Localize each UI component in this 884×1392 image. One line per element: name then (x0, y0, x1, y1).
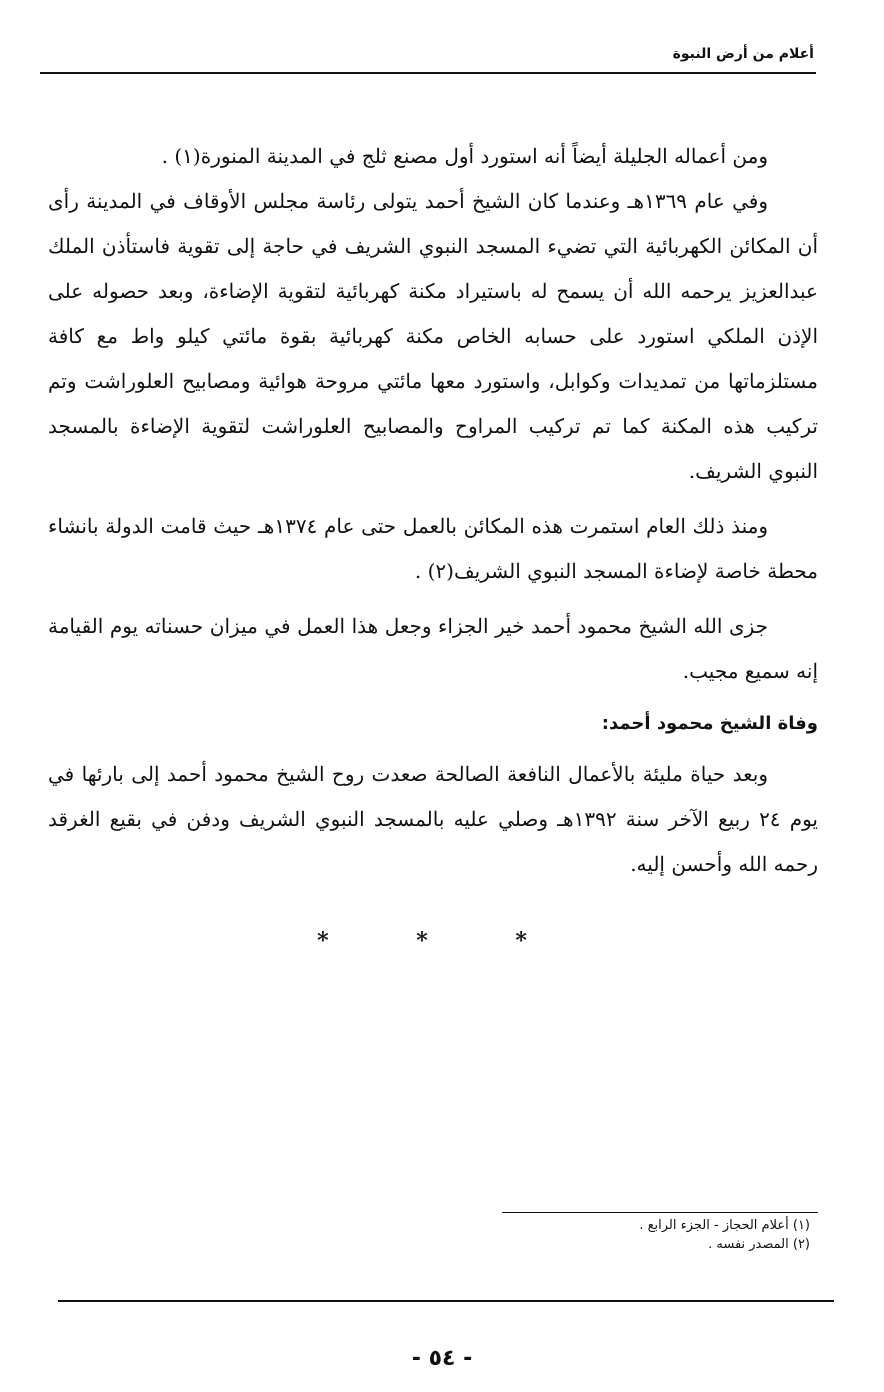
footnote-rule (502, 1212, 818, 1213)
paragraph-death: وبعد حياة مليئة بالأعمال النافعة الصالحة صعدت روح الشيخ محمود أحمد إلى بارئها في يوم ٢٤ ربيع الآخر سنة ١٣٩٢هـ وصلي عليه بالمسجد النبوي الشريف ودفن في بقيع الغرقد رحمه الله وأحسن إليه. (48, 762, 819, 876)
paragraph-electric-machines: وفي عام ١٣٦٩هـ وعندما كان الشيخ أحمد يتولى رئاسة مجلس الأوقاف في المدينة رأى أن المكائن الكهربائية التي تضيء المسجد النبوي الشريف في حاجة إلى تقوية فاستأذن الملك عبدالعزيز يرحمه الله أن يسمح له باستيراد مكنة كهربائية لتقوية الإضاءة، وبعد حصوله على الإذن الملكي استورد على حسابه الخاص مكنة كهربائية بقوة مائتي كيلو واط مع كافة مستلزماتها من تمديدات وكوابل، واستورد معها مائتي مروحة هوائية ومصابيح العلوراشت وتم تركيب هذه المكنة كما تم تركيب المراوح والمصابيح العلوراشت لتقوية الإضاءة بالمسجد النبوي الشريف. (48, 189, 818, 483)
paragraph-power-station: ومنذ ذلك العام استمرت هذه المكائن بالعمل حتى عام ١٣٧٤هـ حيث قامت الدولة بانشاء محطة خاصة لإضاءة المسجد النبوي الشريف(٢) . (48, 514, 818, 583)
footnote-2: (٢) المصدر نفسه . (708, 1237, 810, 1252)
asterisk-separator: * * * (317, 928, 567, 954)
footnote-1: (١) أعلام الحجاز - الجزء الرابع . (639, 1218, 810, 1233)
body-text (48, 134, 818, 887)
page-number: - ٥٤ - (411, 1346, 473, 1371)
paragraph-ice-factory: ومن أعماله الجليلة أيضاً أنه استورد أول مصنع ثلج في المدينة المنورة(١) . (161, 144, 768, 168)
section-heading-death: وفاة الشيخ محمود أحمد: (601, 713, 818, 734)
footnotes (639, 1216, 810, 1254)
running-header: أعلام من أرض النبوة (672, 46, 814, 62)
bottom-rule (58, 1300, 834, 1302)
header-rule (40, 72, 816, 74)
paragraph-prayer: جزى الله الشيخ محمود أحمد خير الجزاء وجعل هذا العمل في ميزان حسناته يوم القيامة إنه سميع مجيب. (48, 614, 818, 683)
